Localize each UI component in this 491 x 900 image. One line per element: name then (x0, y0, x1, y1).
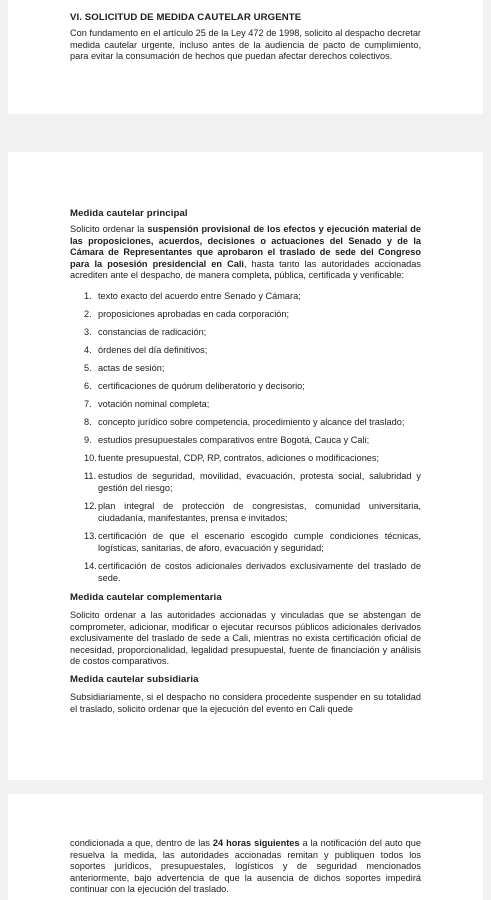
principal-intro-text-2: , hasta tanto las autoridades accionadas acrediten ante el despacho, de manera completa, pública, certificada y verificable: (70, 258, 421, 281)
continuation-text-2: a la notificación del auto que resuelva la medida, las autoridades accionadas remitan y publiquen todos los soportes jurídicos, presupuestales, logísticos y de seguridad mencionados anteriormente, bajo advertencia de que la ausencia de dichos soportes impedirá continuar con la ejecución del traslado. (70, 838, 421, 895)
continuation-text-1: condicionada a que, dentro de las (70, 838, 213, 848)
complementaria-heading-block (70, 592, 421, 604)
complementaria-heading: Medida cautelar complementaria (70, 592, 222, 603)
document-page-top (8, 0, 483, 114)
list-item-number: 14. (84, 561, 97, 571)
list-item-number: 9. (84, 435, 92, 445)
continuation-paragraph (70, 838, 421, 896)
principal-heading: Medida cautelar principal (70, 208, 188, 219)
list-item (70, 327, 421, 339)
list-item-text: concepto jurídico sobre competencia, procedimiento y alcance del traslado; (98, 417, 405, 427)
list-item-text: plan integral de protección de congresistas, comunidad universitaria, ciudadanía, manifestantes, prensa e invitados; (98, 501, 421, 523)
section-heading: VI. SOLICITUD DE MEDIDA CAUTELAR URGENTE (70, 12, 302, 23)
list-item-number: 8. (84, 417, 92, 427)
list-item-text: estudios presupuestales comparativos entre Bogotá, Cauca y Cali; (98, 435, 370, 445)
complementaria-body-block (70, 610, 421, 668)
list-item (70, 453, 421, 465)
list-item-number: 3. (84, 327, 92, 337)
list-item-number: 6. (84, 381, 92, 391)
list-item (70, 309, 421, 321)
list-item-number: 2. (84, 309, 92, 319)
list-item-text: certificación de que el escenario escogido cumple condiciones técnicas, logísticas, sanitarias, de aforo, evacuación y seguridad; (98, 531, 421, 553)
list-item (70, 501, 421, 524)
list-item (70, 435, 421, 447)
document-page-bottom (8, 794, 483, 900)
list-item (70, 471, 421, 494)
list-item (70, 561, 421, 584)
principal-intro-bold: suspensión provisional de los efectos y ejecución material de las proposiciones, acuerdos, decisiones o actuaciones del Senado y de la Cámara de Representantes que aprobaron el traslado de sede del Congreso para la posesión presidencial en Cali (70, 224, 421, 269)
list-item (70, 417, 421, 429)
list-item-number: 12. (84, 501, 97, 511)
list-item-text: fuente presupuestal, CDP, RP, contratos, adiciones o modificaciones; (98, 453, 380, 463)
list-item-text: constancias de radicación; (98, 327, 207, 337)
list-item-number: 11. (84, 471, 97, 481)
subsidiaria-body-block (70, 692, 421, 715)
list-item-number: 10. (84, 453, 97, 463)
list-item-text: actas de sesión; (98, 363, 165, 373)
list-item (70, 531, 421, 554)
list-item-number: 5. (84, 363, 92, 373)
list-item (70, 399, 421, 411)
list-item-number: 1. (84, 291, 92, 301)
list-item (70, 291, 421, 303)
list-item-number: 4. (84, 345, 92, 355)
list-item (70, 381, 421, 393)
subsidiaria-heading: Medida cautelar subsidiaria (70, 674, 199, 685)
list-item-text: texto exacto del acuerdo entre Senado y Cámara; (98, 291, 301, 301)
continuation-bold: 24 horas siguientes (212, 838, 300, 848)
list-item-number: 7. (84, 399, 92, 409)
list-item-text: certificaciones de quórum deliberatorio y decisorio; (98, 381, 305, 391)
subsidiaria-heading-block (70, 674, 421, 686)
subsidiaria-paragraph: Subsidiariamente, si el despacho no considera procedente suspender en su totalidad el traslado, solicito ordenar que la ejecución del evento en Cali quede (70, 692, 421, 714)
list-item-text: estudios de seguridad, movilidad, evacuación, protesta social, salubridad y gestión del riesgo; (98, 471, 421, 493)
list-item-text: órdenes del día definitivos; (98, 345, 208, 355)
complementaria-paragraph: Solicito ordenar a las autoridades accionadas y vinculadas que se abstengan de comprometer, adicionar, modificar o ejecutar recursos públicos adicionales derivados exclusivamente del traslado de sede a Cali, mientras no exista certificación oficial de necesidad, proporcionalidad, legalidad presupuestal, fuente de financiación y análisis de costos comparativos. (70, 610, 421, 667)
list-item (70, 363, 421, 375)
list-item (70, 345, 421, 357)
principal-intro-text-1: Solicito ordenar la (70, 224, 148, 234)
section-intro-paragraph: Con fundamento en el artículo 25 de la Ley 472 de 1998, solicito al despacho decretar medida cautelar urgente, incluso antes de la audiencia de pacto de cumplimiento, para evitar la consumación de hechos que puedan afectar derechos colectivos. (70, 28, 421, 62)
list-item-number: 13. (84, 531, 97, 541)
list-item-text: votación nominal completa; (98, 399, 210, 409)
list-item-text: certificación de costos adicionales derivados exclusivamente del traslado de sede. (98, 561, 421, 583)
list-item-text: proposiciones aprobadas en cada corporación; (98, 309, 290, 319)
document-page-middle (8, 152, 483, 780)
